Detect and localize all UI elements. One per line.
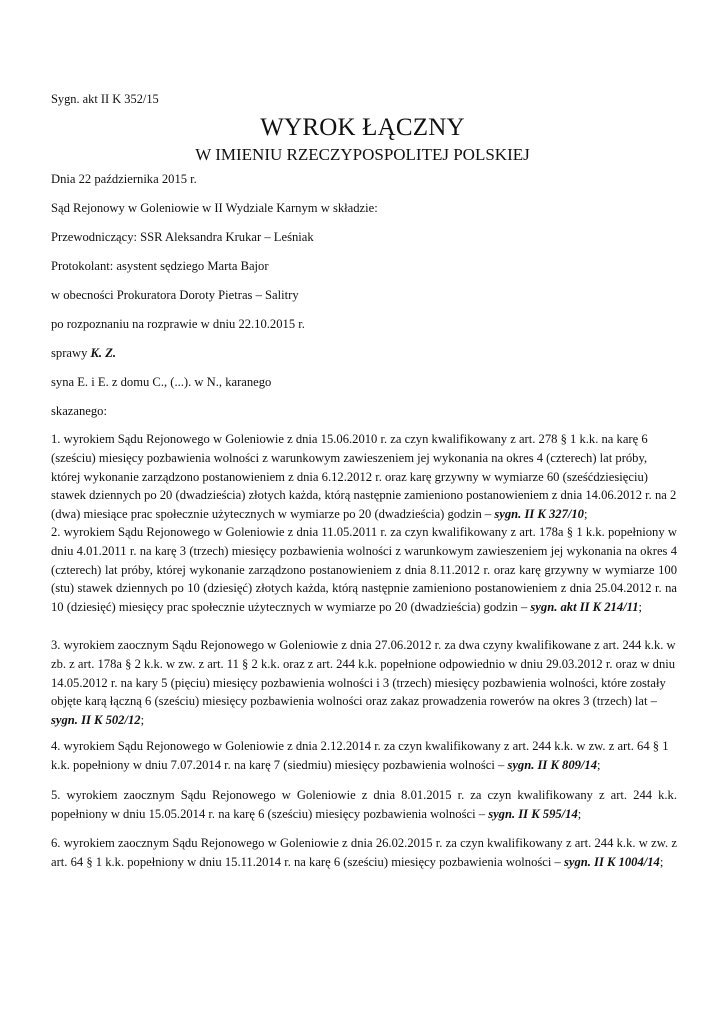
case-signature: sygn. II K 327/10 <box>494 507 584 522</box>
case-prefix: sprawy <box>51 346 91 360</box>
case-signature: sygn. II K 809/14 <box>507 757 598 772</box>
conviction-item-6: 6. wyrokiem zaocznym Sądu Rejonowego w Goleniowie z dnia 26.02.2015 r. za czyn kwalifikowany z art. 244 k.k. w zw. z art. 64 § 1 k.k. popełniony w dniu 15.11.2014 r. na karę 6 (sześciu) miesięcy pozbawienia wolności – sygn. II K 1004/14; <box>51 836 677 869</box>
case-signature: sygn. II K 1004/14 <box>563 854 660 869</box>
conviction-item-3: 3. wyrokiem zaocznym Sądu Rejonowego w Goleniowie z dnia 27.06.2012 r. za dwa czyny kwalifikowane z art. 244 k.k. w zb. z art. 178a § 2 k.k. w zw. z art. 11 § 2 k.k. oraz z art. 244 k.k. popełnione odpowiednio w dniu 29.03.2012 r. oraz w dniu 14.05.2012 r. na kary 5 (pięciu) miesięcy pozbawienia wolności i 3 (trzech) miesięcy pozbawienia wolności, które zostały objęte karą łączną 6 (sześciu) miesięcy pozbawienia wolności oraz zakaz prowadzenia rowerów na okres 3 (trzech) lat – sygn. II K 502/12; <box>51 638 676 728</box>
conviction-item-1: 1. wyrokiem Sądu Rejonowego w Goleniowie z dnia 15.06.2010 r. za czyn kwalifikowany z art. 278 § 1 k.k. na karę 6 (sześciu) miesięcy pozbawienia wolności z warunkowym zawieszeniem jej wykonania na okres 4 (czterech) lat próby, której wykonanie zarządzono postanowieniem z dnia 6.12.2012 r. oraz karę grzywny w wymiarze 60 (sześćdziesięciu) stawek dziennych po 20 (dwadzieścia) złotych każda, którą następnie zamieniono postanowieniem z dnia 14.06.2012 r. na 2 (dwa) miesiące prac społecznie użytecznych w wymiarze po 20 (dwadzieścia) godzin – sygn. II K 327/10; <box>51 432 677 522</box>
conviction-item-2: 2. wyrokiem Sądu Rejonowego w Goleniowie z dnia 11.05.2011 r. za czyn kwalifikowany z art. 178a § 1 k.k. popełniony w dniu 4.01.2011 r. na karę 3 (trzech) miesięcy pozbawienia wolności z warunkowym zawieszeniem jej wykonania na okres 4 (czterech) lat próby, której wykonanie zarządzono postanowieniem z dnia 8.11.2012 r. oraz karę grzywny w wymiarze 100 (stu) stawek dziennych po 10 (dziesięć) złotych każda, którą następnie zamieniono postanowieniem z dnia 25.04.2012 r. na 10 (dziesięć) miesięcy prac społecznie użytecznych w wymiarze po 20 (dwadzieścia) godzin – sygn. akt II K 214/11; <box>51 525 677 615</box>
conviction-text: 2. wyrokiem Sądu Rejonowego w Goleniowie z dnia 11.05.2011 r. za czyn kwalifikowany z art. 178a § 1 k.k. popełniony w dniu 4.01.2011 r. na karę 3 (trzech) miesięcy pozbawienia wolności z warunkowym zawieszeniem jej wykonania na okres 4 (czterech) lat próby, której wykonanie zarządzono postanowieniem z dnia 8.11.2012 r. oraz karę grzywny w wymiarze 100 (stu) stawek dziennych po 10 (dziesięć) złotych każda, którą następnie zamieniono postanowieniem z dnia 25.04.2012 r. na 10 (dziesięć) miesięcy prac społecznie użytecznych w wymiarze po 20 (dwadzieścia) godzin – <box>51 525 677 615</box>
case-signature: sygn. II K 595/14 <box>488 806 578 821</box>
document-title: WYROK ŁĄCZNY <box>260 114 465 141</box>
conviction-item-5: 5. wyrokiem zaocznym Sądu Rejonowego w Goleniowie z dnia 8.01.2015 r. za czyn kwalifikowany z art. 244 k.k. popełniony w dniu 15.05.2014 r. na karę 6 (sześciu) miesięcy pozbawienia wolności – sygn. II K 595/14; <box>51 788 677 821</box>
conviction-item-4: 4. wyrokiem Sądu Rejonowego w Goleniowie z dnia 2.12.2014 r. za czyn kwalifikowany z art. 244 k.k. w zw. z art. 64 § 1 k.k. popełniony w dniu 7.07.2014 r. na karę 7 (siedmiu) miesięcy pozbawienia wolności – sygn. II K 809/14; <box>51 739 669 772</box>
case-signature: sygn. II K 502/12 <box>51 713 141 728</box>
conviction-text: 1. wyrokiem Sądu Rejonowego w Goleniowie z dnia 15.06.2010 r. za czyn kwalifikowany z art. 278 § 1 k.k. na karę 6 (sześciu) miesięcy pozbawienia wolności z warunkowym zawieszeniem jej wykonania na okres 4 (czterech) lat próby, której wykonanie zarządzono postanowieniem z dnia 6.12.2012 r. oraz karę grzywny w wymiarze 60 (sześćdziesięciu) stawek dziennych po 20 (dwadzieścia) złotych każda, którą następnie zamieniono postanowieniem z dnia 14.06.2012 r. na 2 (dwa) miesiące prac społecznie użytecznych w wymiarze po 20 (dwadzieścia) godzin – <box>51 432 677 522</box>
conviction-text: 6. wyrokiem zaocznym Sądu Rejonowego w Goleniowie z dnia 26.02.2015 r. za czyn kwalifikowany z art. 244 k.k. w zw. z art. 64 § 1 k.k. popełniony w dniu 15.11.2014 r. na karę 6 (sześciu) miesięcy pozbawienia wolności – <box>51 836 677 869</box>
date-line: Dnia 22 października 2015 r. <box>51 172 197 186</box>
clerk-line: Protokolant: asystent sędziego Marta Bajor <box>51 259 269 273</box>
hearing-line: po rozpoznaniu na rozprawie w dniu 22.10.2015 r. <box>51 317 305 331</box>
convicted-label: skazanego: <box>51 404 107 418</box>
document-subtitle: W IMIENIU RZECZYPOSPOLITEJ POLSKIEJ <box>195 145 530 164</box>
court-line: Sąd Rejonowy w Goleniowie w II Wydziale Karnym w składzie: <box>51 201 378 215</box>
case-reference: Sygn. akt II K 352/15 <box>51 92 159 106</box>
conviction-text: 4. wyrokiem Sądu Rejonowego w Goleniowie z dnia 2.12.2014 r. za czyn kwalifikowany z art. 244 k.k. w zw. z art. 64 § 1 k.k. popełniony w dniu 7.07.2014 r. na karę 7 (siedmiu) miesięcy pozbawienia wolności – <box>51 739 669 772</box>
defendant-details: syna E. i E. z domu C., (...). w N., karanego <box>51 375 272 389</box>
case-line <box>51 346 116 361</box>
prosecutor-line: w obecności Prokuratora Doroty Pietras – Salitry <box>51 288 299 302</box>
conviction-text: 3. wyrokiem zaocznym Sądu Rejonowego w Goleniowie z dnia 27.06.2012 r. za dwa czyny kwalifikowane z art. 244 k.k. w zb. z art. 178a § 2 k.k. w zw. z art. 11 § 2 k.k. oraz z art. 244 k.k. popełnione odpowiednio w dniu 29.03.2012 r. oraz w dniu 14.05.2012 r. na kary 5 (pięciu) miesięcy pozbawienia wolności i 3 (trzech) miesięcy pozbawienia wolności, które zostały objęte karą łączną 6 (sześciu) miesięcy pozbawienia wolności oraz zakaz prowadzenia rowerów na okres 3 (trzech) lat – <box>51 638 676 709</box>
defendant-name: K. Z. <box>90 346 117 360</box>
case-signature: sygn. akt II K 214/11 <box>530 600 639 615</box>
conviction-text: 5. wyrokiem zaocznym Sądu Rejonowego w Goleniowie z dnia 8.01.2015 r. za czyn kwalifikowany z art. 244 k.k. popełniony w dniu 15.05.2014 r. na karę 6 (sześciu) miesięcy pozbawienia wolności – <box>51 788 677 821</box>
chair-line: Przewodniczący: SSR Aleksandra Krukar – Leśniak <box>51 230 314 244</box>
